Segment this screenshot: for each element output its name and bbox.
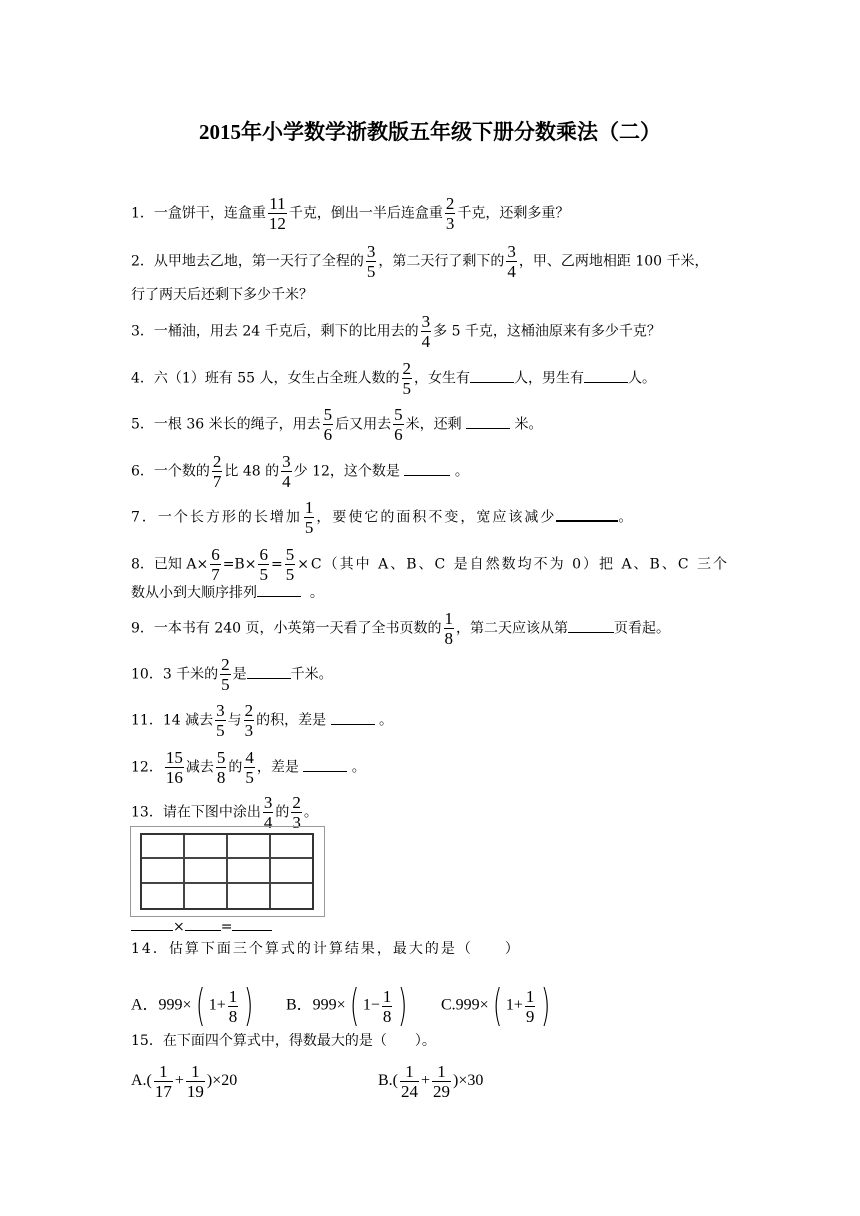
q14-c-label: C.999× [441, 996, 489, 1014]
q14-a-label: A．999× [131, 996, 192, 1014]
answer-blank[interactable] [584, 368, 628, 383]
q13-text-a: 13．请在下图中涂出 [131, 804, 261, 821]
paren-right: ) [541, 980, 551, 1031]
q2-text-c: ，甲、乙两地相距 100 千米， [518, 253, 709, 270]
q15-b-end: )×30 [453, 1072, 484, 1090]
q2-text-a: 2．从甲地去乙地，第一天行了全程的 [131, 253, 364, 270]
q6-text-a: 6．一个数的 [131, 463, 210, 480]
q1-text-b: 千克，倒出一半后连盒重 [288, 205, 443, 222]
fraction: $\frac{2}{3}$ [244, 701, 254, 740]
answer-blank[interactable] [466, 414, 510, 429]
question-9 [131, 609, 670, 648]
grid-line [142, 857, 312, 859]
fraction: $\frac{6}{5}$ [259, 545, 268, 584]
q14-b-label: B．999× [286, 996, 346, 1014]
fraction: $\frac{5}{8}$ [216, 748, 226, 787]
q9-text-c: 页看起。 [614, 620, 671, 637]
q5-text-c: 米，还剩 [405, 416, 462, 433]
question-12 [131, 748, 366, 787]
q8-text-a: 8．已知 A× [131, 556, 209, 573]
fraction: $\frac{2}{5}$ [402, 359, 412, 398]
q14-b-op: 1− [362, 996, 380, 1014]
q12-text-c: 的 [228, 759, 243, 776]
q5-text-d: 米。 [514, 416, 543, 433]
paren-left: ( [492, 980, 503, 1031]
question-4 [131, 359, 656, 398]
q3-text-a: 3．一桶油，用去 24 千克后，剩下的比用去的 [131, 323, 419, 340]
question-3 [131, 312, 661, 351]
question-5 [131, 405, 543, 444]
q15-option-b [378, 1062, 483, 1101]
fraction: $\frac{3}{5}$ [366, 242, 376, 281]
answer-blank[interactable] [257, 582, 301, 597]
q7-text-b: ，要使它的面积不变，宽应该减少 [316, 509, 557, 526]
fraction: $\frac{2}{5}$ [221, 655, 230, 694]
fraction: $\frac{5}{5}$ [285, 545, 295, 584]
q11-text-b: 与 [227, 712, 242, 729]
fraction: $\frac{3}{4}$ [421, 312, 431, 351]
fraction: $\frac{2}{7}$ [212, 452, 222, 491]
q7-text-c: 。 [618, 509, 633, 526]
q14-text-a: 14．估算下面三个算式的计算结果，最大的是（ ） [131, 941, 521, 957]
q11-text-a: 11．14 减去 [131, 712, 214, 729]
q5-text-a: 5．一根 36 米长的绳子，用去 [131, 416, 321, 433]
paren-left: ( [349, 980, 360, 1031]
fraction: $\frac{5}{6}$ [323, 405, 333, 444]
plus-sign: + [421, 1072, 431, 1090]
fraction: $\frac{2}{3}$ [292, 793, 301, 832]
q10-text-a: 10．3 千米的 [131, 666, 219, 683]
fraction: $\frac{1}{29}$ [433, 1062, 451, 1101]
question-8-cont [131, 582, 324, 603]
fraction: $\frac{1}{8}$ [444, 609, 454, 648]
paren-right: ) [244, 980, 254, 1031]
fraction: $\frac{2}{3}$ [445, 194, 455, 233]
q13-equation [131, 916, 272, 937]
q4-text-b: ，女生有 [414, 370, 471, 387]
answer-blank[interactable] [556, 506, 618, 522]
q15-a-label: A.( [131, 1072, 152, 1090]
fraction: $\frac{15}{16}$ [165, 748, 183, 787]
fraction: $\frac{3}{5}$ [216, 701, 225, 740]
q11-text-d: 。 [379, 712, 393, 729]
fraction: $\frac{1}{9}$ [525, 986, 535, 1026]
question-2 [131, 242, 709, 281]
plus-sign: + [174, 1072, 184, 1090]
q14-c-op: 1+ [505, 996, 523, 1014]
shading-grid[interactable] [140, 833, 314, 910]
grid-line [142, 882, 312, 884]
answer-blank[interactable] [331, 710, 375, 725]
q15-option-a [131, 1062, 237, 1101]
q10-text-c: 千米。 [290, 666, 333, 683]
answer-blank[interactable] [185, 916, 221, 931]
grid-line [226, 835, 228, 908]
q13-text-c: 。 [303, 804, 318, 821]
q8-text-c: = [270, 556, 283, 573]
grid-line [269, 835, 271, 908]
fraction: $\frac{3}{4}$ [282, 452, 291, 491]
question-11 [131, 701, 393, 740]
fraction: $\frac{1}{8}$ [382, 986, 392, 1026]
question-10 [131, 655, 333, 694]
q15-b-label: B.( [378, 1072, 398, 1090]
q14-option-b [286, 980, 412, 1031]
q14-option-a [131, 980, 257, 1031]
q12-text-b: 减去 [185, 759, 214, 776]
question-2-cont: 行了两天后还剩下多少千米？ [131, 287, 313, 303]
fraction: $\frac{1}{24}$ [401, 1062, 418, 1101]
q6-text-b: 比 48 的 [224, 463, 280, 480]
shading-grid-frame [130, 826, 325, 917]
q1-text-c: 千克，还剩多重？ [457, 205, 570, 222]
q9-text-b: ，第二天应该从第 [456, 620, 569, 637]
q4-text-a: 4．六（1）班有 55 人，女生占全班人数的 [131, 370, 400, 387]
q5-text-b: 后又用去 [335, 416, 392, 433]
question-1 [131, 194, 569, 233]
question-7 [131, 498, 632, 537]
q12-text-d: ，差是 [256, 759, 299, 776]
q8-text-f: 。 [309, 585, 324, 601]
answer-blank[interactable] [247, 664, 291, 679]
q14-a-op: 1+ [208, 996, 226, 1014]
answer-blank[interactable] [131, 916, 173, 931]
fraction: $\frac{11}{12}$ [268, 194, 286, 233]
q6-text-c: 少 12，这个数是 [293, 463, 400, 480]
q8-text-b: =B× [222, 556, 257, 573]
fraction: $\frac{3}{4}$ [263, 793, 273, 832]
question-8 [131, 545, 729, 584]
q15-text-a: 15．在下面四个算式中，得数最大的是（ ）。 [131, 1033, 436, 1049]
fraction: $\frac{1}{19}$ [186, 1062, 204, 1101]
q12-text-e: 。 [351, 759, 366, 776]
paren-left: ( [195, 980, 205, 1031]
answer-blank[interactable] [470, 368, 514, 383]
q12-text-a: 12． [131, 759, 163, 776]
fraction: $\frac{4}{5}$ [245, 748, 254, 787]
equals-sign: = [220, 919, 233, 935]
question-6 [131, 452, 469, 491]
answer-blank[interactable] [568, 618, 614, 633]
q13-text-b: 的 [275, 804, 290, 821]
q4-text-d: 人。 [628, 370, 657, 387]
fraction: $\frac{1}{17}$ [154, 1062, 172, 1101]
q2-text-b: ，第二天行了剩下的 [378, 253, 505, 270]
q8-text-d: ×C（其中 A、B、C 是自然数均不为 0）把 A、B、C 三个 [297, 556, 730, 573]
q6-text-d: 。 [454, 463, 469, 480]
q7-text-a: 7．一个长方形的长增加 [131, 509, 302, 526]
fraction: $\frac{1}{5}$ [304, 498, 314, 537]
fraction: $\frac{6}{7}$ [211, 545, 220, 584]
q4-text-c: 人，男生有 [514, 370, 585, 387]
q10-text-b: 是 [232, 666, 247, 683]
question-15 [131, 1031, 436, 1051]
q3-text-b: 多 5 千克，这桶油原来有多少千克？ [433, 323, 661, 340]
times-sign: × [173, 919, 185, 935]
fraction: $\frac{1}{8}$ [228, 986, 238, 1026]
answer-blank[interactable] [404, 461, 450, 476]
page-title: 2015年小学数学浙教版五年级下册分数乘法（二） [199, 120, 661, 144]
q11-text-c: 的积，差是 [256, 712, 327, 729]
q8-text-e: 数从小到大顺序排列 [131, 585, 257, 601]
q15-a-end: )×20 [206, 1072, 238, 1090]
grid-line [183, 835, 185, 908]
fraction: $\frac{3}{4}$ [507, 242, 516, 281]
paren-right: ) [398, 980, 408, 1031]
q14-option-c [441, 980, 555, 1031]
q9-text-a: 9．一本书有 240 页，小英第一天看了全书页数的 [131, 620, 442, 637]
q1-text-a: 1．一盒饼干，连盒重 [131, 205, 266, 222]
fraction: $\frac{5}{6}$ [394, 405, 403, 444]
question-14 [131, 939, 521, 959]
answer-blank[interactable] [303, 757, 347, 772]
answer-blank[interactable] [232, 916, 272, 931]
